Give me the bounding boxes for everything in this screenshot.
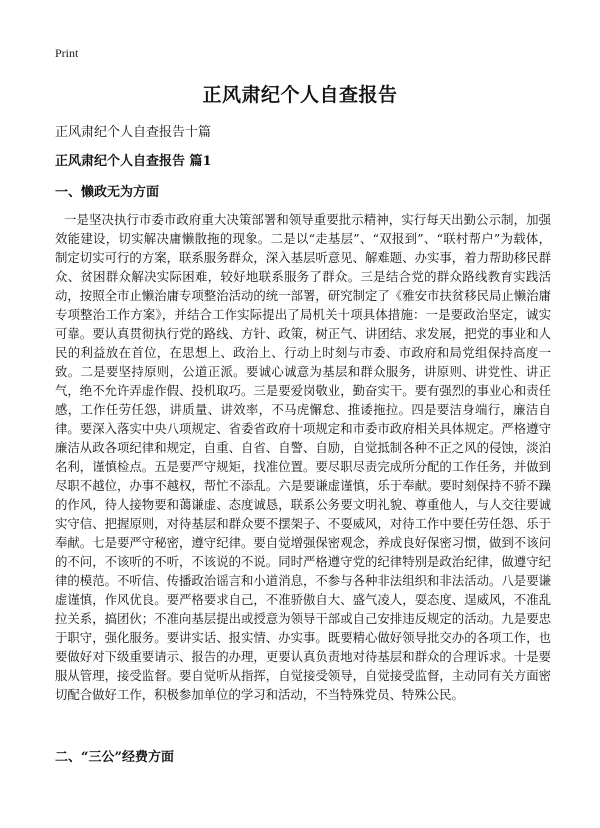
page-title: 正风肃纪个人自查报告 bbox=[202, 84, 398, 106]
body-paragraph: 一是坚决执行市委市政府重大决策部署和领导重要批示精神，实行每天出勤公示制，加强效能建设，切实解决庸懒散拖的现象。二是以“走基层”、“双报到”、“联村帮户”为载体，制定切实可行的方案，联系服务群众，深入基层听意见、解难题、办实事，着力帮助移民群众、贫困群众解决实际困难，较好地联系服务了群众。三是结合党的群众路线教育实践活动，按照全市止懒治庸专项整治活动的统一部署，研究制定了《雅安市扶贫移民局止懒治庸专项整治工作方案》，并结合工作实际提出了局机关十项具体措施：一是要政治坚定，诚实可靠。要认真贯彻执行党的路线、方针、政策，树正气、讲团结、求发展，把党的事业和人民的利益放在首位，在思想上、政治上、行动上时刻与市委、市政府和局党组保持高度一致。二是要坚持原则，公道正派。要诚心诚意为基层和群众服务，讲原则、讲党性、讲正气，绝不允许弄虚作假、投机取巧。三是要爱岗敬业，勤奋实干。要有强烈的事业心和责任感，工作任劳任怨，讲质量、讲效率，不马虎懈怠、推诿拖拉。四是要洁身端行，廉洁自律。要深入落实中央八项规定、省委省政府十项规定和市委市政府相关具体规定。严格遵守廉洁从政各项纪律和规定，自重、自省、自警、自励，自觉抵制各种不正之风的侵蚀，淡泊名利，谨慎检点。五是要严守规矩，找准位置。要尽职尽责完成所分配的工作任务，并做到尽职不越位，办事不越权，帮忙不添乱。六是要谦虚谨慎，乐于奉献。要时刻保持不骄不躁的作风，待人接物要和蔼谦虚、态度诚恳，联系公务要文明礼貌、尊重他人，与人交往要诚实守信、把握原则，对待基层和群众要不摆架子、不耍威风，对待工作中要任劳任怨、乐于奉献。七是要严守秘密，遵守纪律。要自觉增强保密观念，养成良好保密习惯，做到不该问的不问，不该听的不听，不该说的不说。同时严格遵守党的纪律特别是政治纪律，做遵守纪律的模范。不听信、传播政治谣言和小道消息，不参与各种非法组织和非法活动。八是要谦虚谨慎，作风优良。要严格要求自己，不准骄傲自大、盛气凌人，耍态度、逞威风，不准乱拉关系，搞团伙；不准向基层提出或授意为领导干部或自己安排违反规定的活动。九是要忠于职守，强化服务。要讲实话、报实情、办实事。既要精心做好领导批交办的各项工作，也要做好对下级重要请示、报告的办理，更要认真负责地对待基层和群众的合理诉求。十是要服从管理，接受监督。要自觉听从指挥，自觉接受领导，自觉接受监督，主动同有关方面密切配合做好工作，积极参加单位的学习和活动，不当特殊党员、特殊公民。 bbox=[55, 212, 551, 702]
heading-three-public-expenses: 二、“三公”经费方面 bbox=[55, 750, 174, 765]
document-subtitle: 正风肃纪个人自查报告十篇 bbox=[55, 125, 212, 140]
heading-lazy-governance: 一、懒政无为方面 bbox=[55, 185, 160, 200]
print-link[interactable]: Print bbox=[55, 46, 79, 60]
section-title: 正风肃纪个人自查报告 篇1 bbox=[55, 154, 212, 169]
